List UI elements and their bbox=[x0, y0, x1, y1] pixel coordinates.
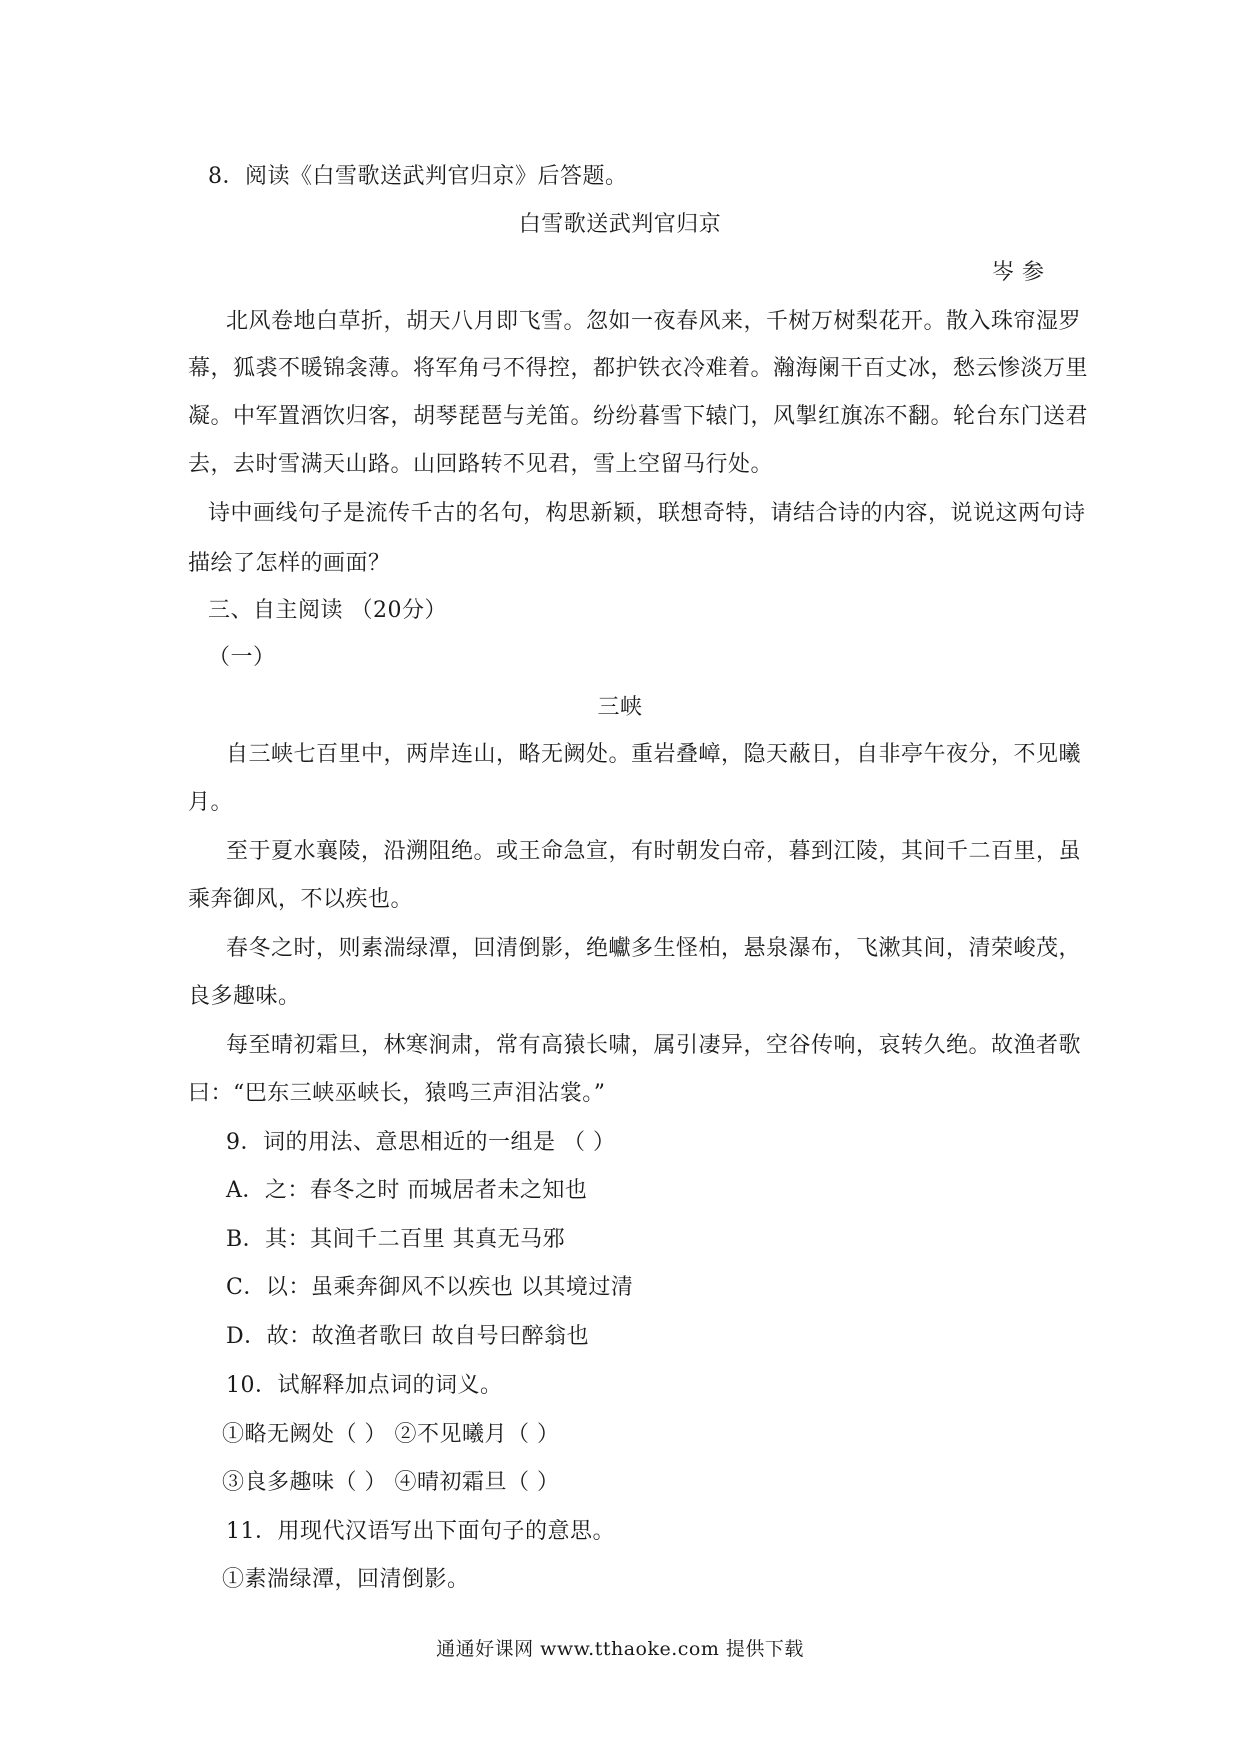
passage-line: 曰：“巴东三峡巫峡长，猿鸣三声泪沾裳。” bbox=[188, 1081, 606, 1106]
passage-line: 月。 bbox=[188, 790, 234, 815]
section-heading: 三、自主阅读 （20分） bbox=[208, 598, 447, 623]
text-title: 三峡 bbox=[597, 695, 643, 720]
passage-line: 自三峡七百里中，两岸连山，略无阙处。重岩叠嶂，隐天蔽日，自非亭午夜分，不见曦 bbox=[226, 742, 1082, 767]
passage-line: 乘奔御风，不以疾也。 bbox=[188, 887, 414, 912]
q9-prompt: 9．词的用法、意思相近的一组是 （ ） bbox=[226, 1130, 616, 1155]
passage-line: 春冬之时，则素湍绿潭，回清倒影，绝巘多生怪柏，悬泉瀑布，飞漱其间，清荣峻茂， bbox=[226, 936, 1082, 961]
section-subheading: （一） bbox=[208, 645, 276, 670]
poem-title: 白雪歌送武判官归京 bbox=[518, 212, 722, 237]
q8-question-line: 描绘了怎样的画面？ bbox=[188, 551, 391, 576]
q9-option: A．之：春冬之时 而城居者未之知也 bbox=[226, 1178, 588, 1203]
footer: 通通好课网 www.tthaoke.com 提供下载 bbox=[436, 1638, 804, 1660]
poem-author: 岑 参 bbox=[992, 260, 1045, 285]
q11-prompt: 11．用现代汉语写出下面句子的意思。 bbox=[226, 1519, 615, 1544]
poem-line: 幕，狐裘不暖锦衾薄。将军角弓不得控，都护铁衣冷难着。瀚海阑干百丈冰，愁云惨淡万里 bbox=[188, 356, 1089, 381]
q9-option: D．故：故渔者歌曰 故自号曰醉翁也 bbox=[226, 1324, 590, 1349]
poem-line: 北风卷地白草折，胡天八月即飞雪。忽如一夜春风来，千树万树梨花开。散入珠帘湿罗 bbox=[226, 309, 1082, 334]
passage-line: 每至晴初霜旦，林寒涧肃，常有高猿长啸，属引凄异，空谷传响，哀转久绝。故渔者歌 bbox=[226, 1033, 1082, 1058]
q8-prompt: 8．阅读《白雪歌送武判官归京》后答题。 bbox=[208, 164, 628, 189]
poem-line: 凝。中军置酒饮归客，胡琴琵琶与羌笛。纷纷暮雪下辕门，风掣红旗冻不翻。轮台东门送君 bbox=[188, 404, 1089, 429]
q10-row: ①略无阙处（ ） ②不见曦月（ ） bbox=[222, 1422, 560, 1447]
q10-row: ③良多趣味（ ） ④晴初霜旦（ ） bbox=[222, 1470, 560, 1495]
q10-prompt: 10．试解释加点词的词义。 bbox=[226, 1373, 503, 1398]
poem-line: 去，去时雪满天山路。山回路转不见君，雪上空留马行处。 bbox=[188, 452, 774, 477]
q9-option: B．其：其间千二百里 其真无马邪 bbox=[226, 1227, 566, 1252]
q9-option: C．以：虽乘奔御风不以疾也 以其境过清 bbox=[226, 1275, 634, 1300]
passage-line: 至于夏水襄陵，沿溯阻绝。或王命急宣，有时朝发白帝，暮到江陵，其间千二百里，虽 bbox=[226, 839, 1082, 864]
q11-item: ①素湍绿潭，回清倒影。 bbox=[222, 1567, 470, 1592]
q8-question-line: 诗中画线句子是流传千古的名句，构思新颖，联想奇特，请结合诗的内容，说说这两句诗 bbox=[208, 501, 1086, 526]
passage-line: 良多趣味。 bbox=[188, 984, 301, 1009]
